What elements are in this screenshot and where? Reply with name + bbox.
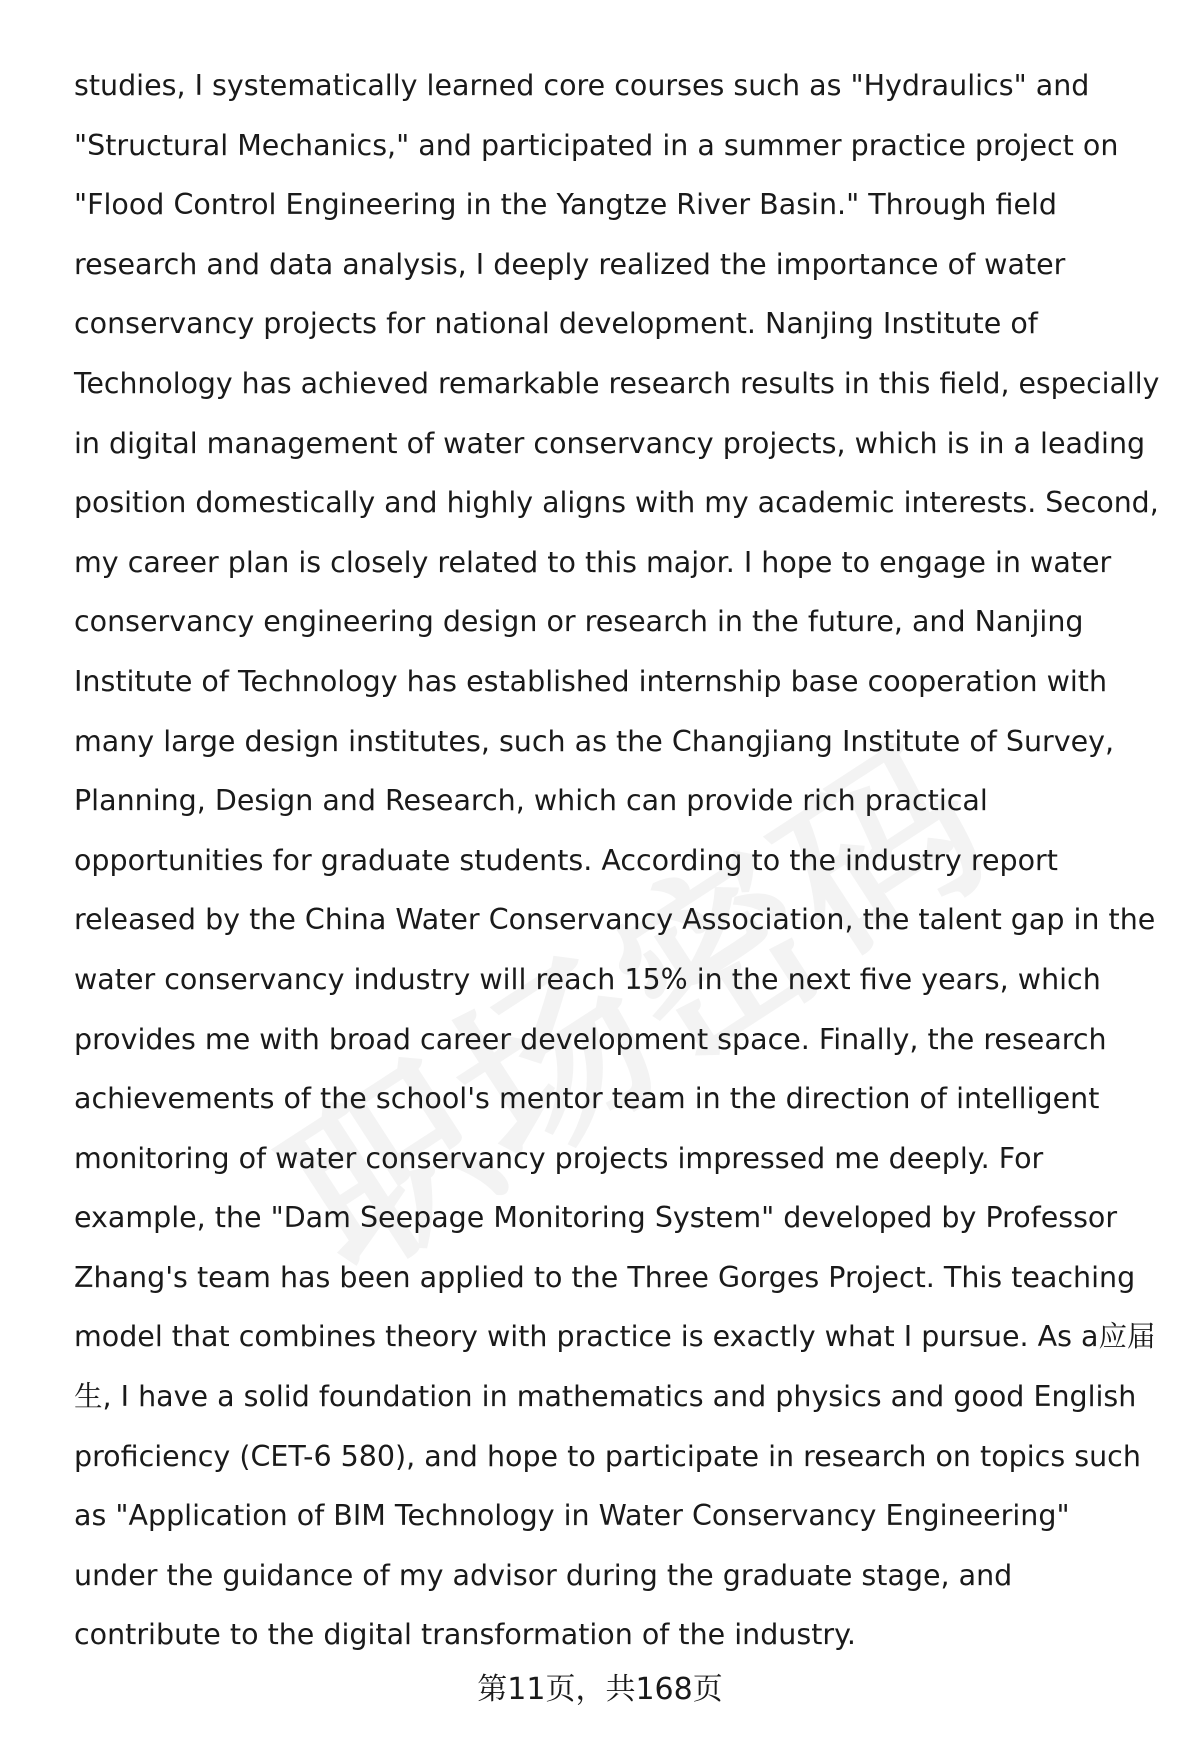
text-line: Zhang's team has been applied to the Three Gorges Project. This teaching <box>74 1260 1136 1294</box>
text-line: example, the "Dam Seepage Monitoring System" developed by Professor <box>74 1201 1118 1235</box>
text-line: 生, I have a solid foundation in mathematics and physics and good English <box>74 1380 1137 1414</box>
text-line: contribute to the digital transformation of the industry. <box>74 1618 856 1652</box>
text-line: many large design institutes, such as the Changjiang Institute of Survey, <box>74 724 1115 758</box>
text-line: conservancy projects for national development. Nanjing Institute of <box>74 307 1038 341</box>
text-line: Institute of Technology has established internship base cooperation with <box>74 664 1108 698</box>
text-line: "Structural Mechanics," and participated in a summer practice project on <box>74 128 1119 162</box>
text-line: conservancy engineering design or research in the future, and Nanjing <box>74 605 1084 639</box>
text-line: monitoring of water conservancy projects impressed me deeply. For <box>74 1141 1044 1175</box>
text-line: Planning, Design and Research, which can provide rich practical <box>74 784 988 818</box>
text-line: opportunities for graduate students. According to the industry report <box>74 843 1058 877</box>
text-line: Technology has achieved remarkable research results in this field, especially <box>74 366 1160 400</box>
text-line: proficiency (CET-6 580), and hope to participate in research on topics such <box>74 1439 1141 1473</box>
text-line: "Flood Control Engineering in the Yangtze River Basin." Through field <box>74 188 1058 222</box>
text-line: water conservancy industry will reach 15% in the next five years, which <box>74 962 1101 996</box>
text-line: as "Application of BIM Technology in Water Conservancy Engineering" <box>74 1499 1070 1533</box>
text-line: provides me with broad career development space. Finally, the research <box>74 1022 1107 1056</box>
text-line: position domestically and highly aligns with my academic interests. Second, <box>74 486 1159 520</box>
page-number-footer: 第11页，共168页 <box>477 1672 723 1707</box>
text-line: achievements of the school's mentor team in the direction of intelligent <box>74 1082 1100 1116</box>
text-line: under the guidance of my advisor during the graduate stage, and <box>74 1558 1013 1592</box>
text-line: in digital management of water conservancy projects, which is in a leading <box>74 426 1146 460</box>
text-line: studies, I systematically learned core courses such as "Hydraulics" and <box>74 69 1090 102</box>
body-paragraph <box>74 56 1159 1665</box>
text-line: my career plan is closely related to this major. I hope to engage in water <box>74 545 1112 579</box>
text-line: model that combines theory with practice is exactly what I pursue. As a应届 <box>74 1320 1156 1354</box>
text-line: research and data analysis, I deeply realized the importance of water <box>74 247 1066 281</box>
text-line: released by the China Water Conservancy Association, the talent gap in the <box>74 903 1156 937</box>
